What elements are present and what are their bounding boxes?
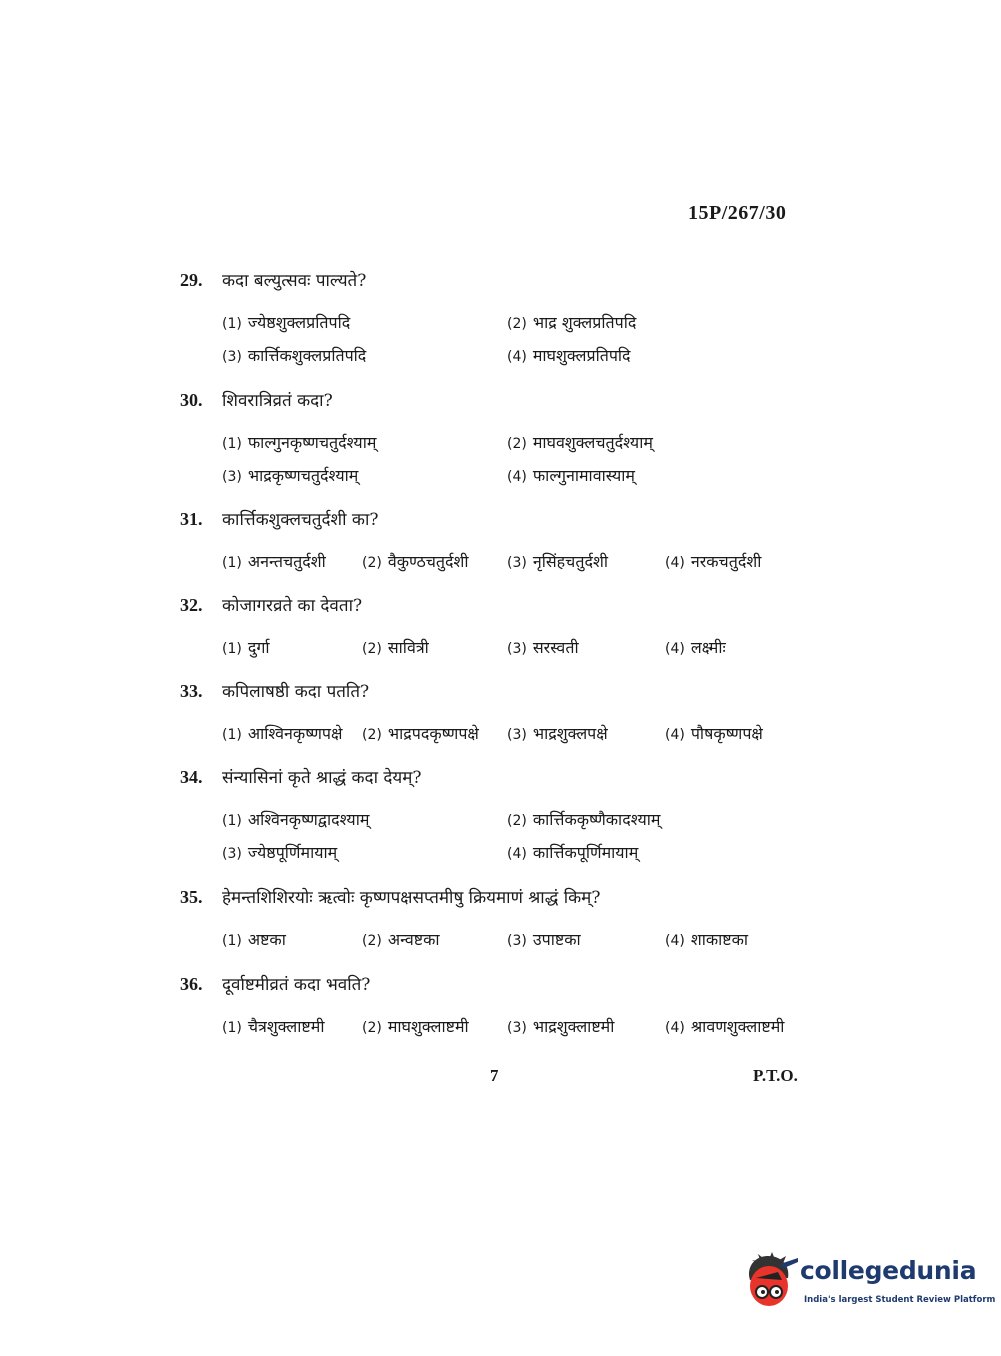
option-text: दुर्गा: [247, 638, 270, 657]
option-number: (1): [222, 933, 242, 949]
option-number: (1): [222, 436, 242, 452]
collegedunia-watermark: [742, 1250, 996, 1314]
option-number: (2): [507, 813, 527, 829]
option-number: (3): [507, 641, 527, 657]
option-number: (4): [507, 349, 527, 365]
option-1: [222, 431, 376, 453]
option-number: (2): [362, 1020, 382, 1036]
question-text: कपिलाषष्ठी कदा पतति?: [222, 682, 370, 702]
option-1: [222, 550, 326, 572]
option-text: कार्त्तिकपूर्णिमायाम्: [532, 843, 639, 862]
question-text: हेमन्तशिशिरयोः ऋत्वोः कृष्णपक्षसप्तमीषु क्रियमाणं श्राद्धं किम्?: [222, 888, 601, 908]
option-4: [665, 636, 726, 658]
question-32: [180, 593, 840, 657]
option-text: शाकाष्टका: [690, 930, 749, 949]
option-text: नरकचतुर्दशी: [690, 552, 762, 571]
option-text: ज्येष्ठपूर्णिमायाम्: [247, 843, 338, 862]
option-number: (4): [665, 555, 685, 571]
brand-tagline: India's largest Student Review Platform: [804, 1295, 996, 1305]
option-3: [222, 344, 366, 366]
pto-label: P.T.O.: [753, 1066, 798, 1085]
brand-name: collegedunia: [800, 1256, 977, 1285]
options: [222, 908, 840, 949]
option-text: वैकुण्ठचतुर्दशी: [387, 552, 469, 571]
option-text: अनन्तचतुर्दशी: [247, 552, 326, 571]
option-4: [507, 344, 631, 366]
options: [222, 291, 840, 365]
question-number: 32.: [180, 595, 203, 615]
option-text: माघवशुक्लचतुर्दश्याम्: [532, 433, 653, 452]
option-text: नृसिंहचतुर्दशी: [532, 552, 608, 571]
options: [222, 995, 840, 1036]
option-number: (3): [222, 469, 242, 485]
options: [222, 411, 840, 485]
question-number: 34.: [180, 767, 203, 787]
option-2: [362, 928, 440, 950]
question-34: [180, 765, 840, 862]
option-4: [507, 464, 635, 486]
question-text: कदा बल्युत्सवः पाल्यते?: [222, 271, 367, 291]
question-text: दूर्वाष्टमीव्रतं कदा भवति?: [222, 975, 371, 995]
option-number: (2): [507, 436, 527, 452]
option-1: [222, 1015, 324, 1037]
option-number: (4): [665, 933, 685, 949]
option-number: (1): [222, 641, 242, 657]
option-1: [222, 928, 286, 950]
option-4: [665, 550, 761, 572]
option-number: (4): [665, 727, 685, 743]
option-text: भाद्रशुक्लाष्टमी: [532, 1017, 615, 1036]
question-number: 35.: [180, 887, 203, 907]
option-text: पौषकृष्णपक्षे: [690, 724, 763, 743]
option-3: [222, 841, 337, 863]
option-text: भाद्रपदकृष्णपक्षे: [387, 724, 479, 743]
option-text: अश्विनकृष्णद्वादश्याम्: [247, 810, 370, 829]
option-number: (1): [222, 727, 242, 743]
option-text: आश्विनकृष्णपक्षे: [247, 724, 343, 743]
option-1: [222, 636, 270, 658]
option-text: फाल्गुनामावास्याम्: [532, 466, 635, 485]
page-number: 7: [490, 1066, 499, 1085]
question-text: कार्त्तिकशुक्लचतुर्दशी का?: [222, 510, 379, 530]
option-text: सावित्री: [387, 638, 429, 657]
option-2: [507, 808, 661, 830]
option-number: (4): [665, 641, 685, 657]
option-text: कार्त्तिकशुक्लप्रतिपदि: [247, 346, 367, 365]
option-4: [665, 1015, 784, 1037]
option-text: ज्येष्ठशुक्लप्रतिपदि: [247, 313, 351, 332]
question-text: शिवरात्रिव्रतं कदा?: [222, 391, 333, 411]
paper-code: 15P/267/30: [688, 202, 787, 224]
option-text: उपाष्टका: [532, 930, 581, 949]
option-3: [507, 722, 608, 744]
option-number: (2): [362, 555, 382, 571]
option-number: (2): [507, 316, 527, 332]
option-2: [507, 311, 636, 333]
question-text: कोजागरव्रते का देवता?: [222, 596, 363, 616]
option-3: [507, 636, 579, 658]
question-30: [180, 388, 840, 485]
option-1: [222, 722, 342, 744]
option-1: [222, 808, 369, 830]
option-number: (2): [362, 641, 382, 657]
option-text: सरस्वती: [532, 638, 579, 657]
option-number: (4): [507, 469, 527, 485]
option-3: [507, 550, 608, 572]
question-33: [180, 679, 840, 743]
option-text: अन्वष्टका: [387, 930, 440, 949]
options: [222, 530, 840, 571]
option-text: लक्ष्मीः: [690, 638, 726, 657]
question-35: [180, 885, 840, 949]
question-29: [180, 268, 840, 365]
option-4: [507, 841, 638, 863]
option-number: (1): [222, 1020, 242, 1036]
option-number: (3): [507, 727, 527, 743]
option-text: श्रावणशुक्लाष्टमी: [690, 1017, 785, 1036]
option-number: (4): [665, 1020, 685, 1036]
option-number: (1): [222, 316, 242, 332]
option-2: [362, 550, 469, 572]
option-number: (3): [507, 933, 527, 949]
option-3: [222, 464, 358, 486]
option-1: [222, 311, 350, 333]
option-number: (3): [222, 349, 242, 365]
option-text: माघशुक्लाष्टमी: [387, 1017, 469, 1036]
question-number: 36.: [180, 974, 203, 994]
option-number: (2): [362, 727, 382, 743]
options: [222, 788, 840, 862]
option-3: [507, 928, 581, 950]
question-number: 33.: [180, 681, 203, 701]
mascot-logo-icon: [742, 1250, 800, 1312]
option-text: भाद्र शुक्लप्रतिपदि: [532, 313, 637, 332]
options: [222, 616, 840, 657]
option-3: [507, 1015, 614, 1037]
option-4: [665, 928, 748, 950]
option-2: [362, 1015, 469, 1037]
option-2: [362, 722, 479, 744]
option-text: भाद्रशुक्लपक्षे: [532, 724, 608, 743]
option-4: [665, 722, 763, 744]
option-text: फाल्गुनकृष्णचतुर्दश्याम्: [247, 433, 377, 452]
question-31: [180, 507, 840, 571]
question-number: 31.: [180, 509, 203, 529]
options: [222, 702, 840, 743]
option-number: (3): [507, 1020, 527, 1036]
option-2: [507, 431, 653, 453]
option-text: भाद्रकृष्णचतुर्दश्याम्: [247, 466, 359, 485]
question-number: 29.: [180, 270, 203, 290]
option-number: (4): [507, 846, 527, 862]
question-text: संन्यासिनां कृते श्राद्धं कदा देयम्?: [222, 768, 422, 788]
option-number: (1): [222, 555, 242, 571]
option-text: चैत्रशुक्लाष्टमी: [247, 1017, 325, 1036]
option-text: अष्टका: [247, 930, 286, 949]
question-number: 30.: [180, 390, 203, 410]
option-number: (1): [222, 813, 242, 829]
option-2: [362, 636, 429, 658]
option-text: कार्त्तिककृष्णैकादश्याम्: [532, 810, 661, 829]
option-number: (3): [222, 846, 242, 862]
option-number: (2): [362, 933, 382, 949]
option-text: माघशुक्लप्रतिपदि: [532, 346, 631, 365]
question-36: [180, 972, 840, 1036]
option-number: (3): [507, 555, 527, 571]
